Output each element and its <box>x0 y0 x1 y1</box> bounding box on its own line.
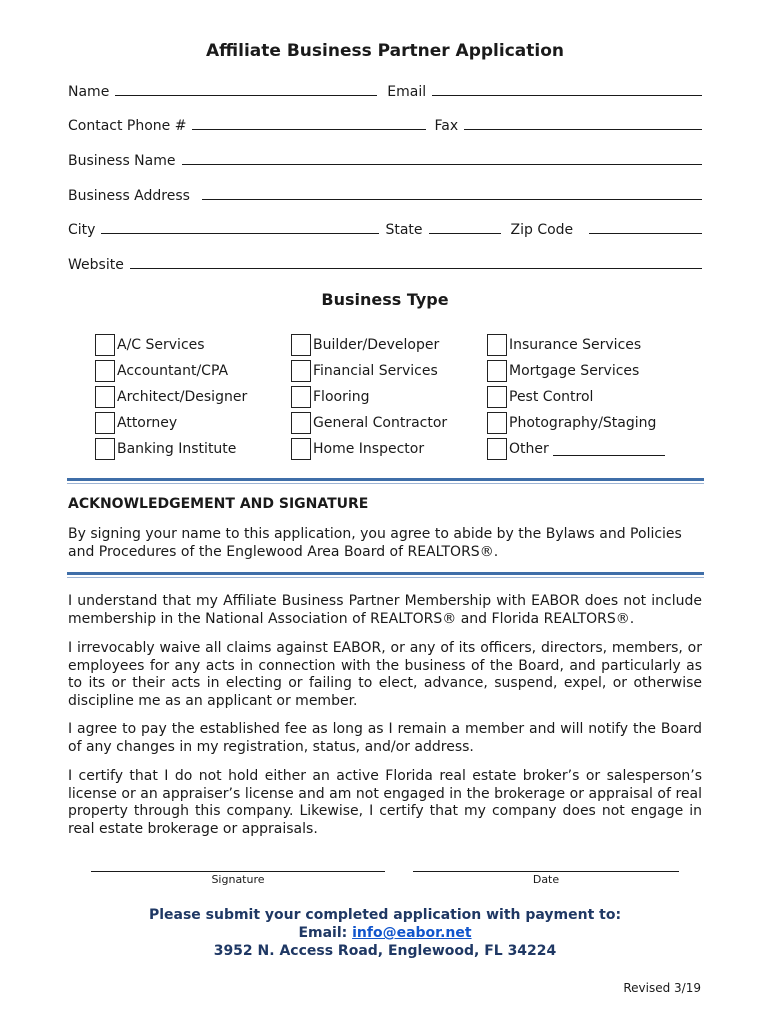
checkbox[interactable] <box>95 438 115 460</box>
business-name-row <box>68 149 702 169</box>
other-field[interactable] <box>553 443 665 456</box>
name-label: Name <box>68 84 110 100</box>
business-type-option[interactable]: Financial Services <box>291 359 438 383</box>
email-label: Email <box>387 84 427 100</box>
city-field[interactable] <box>101 233 379 234</box>
business-type-option[interactable]: A/C Services <box>95 333 205 357</box>
revision-note: Revised 3/19 <box>623 981 701 995</box>
business-type-option[interactable]: Builder/Developer <box>291 333 439 357</box>
page-title: Affiliate Business Partner Application <box>206 41 564 61</box>
business-type-option[interactable]: Home Inspector <box>291 437 424 461</box>
checkbox[interactable] <box>95 386 115 408</box>
checkbox[interactable] <box>95 334 115 356</box>
city-label: City <box>68 222 96 238</box>
checkbox[interactable] <box>291 360 311 382</box>
website-field[interactable] <box>130 268 702 269</box>
submit-instructions: Please submit your completed application with payment to: <box>148 907 622 923</box>
business-type-option[interactable]: Mortgage Services <box>487 359 639 383</box>
checkbox[interactable] <box>95 360 115 382</box>
checkbox[interactable] <box>291 334 311 356</box>
website-label: Website <box>68 257 124 273</box>
business-type-option[interactable]: Architect/Designer <box>95 385 247 409</box>
checkbox[interactable] <box>487 334 507 356</box>
contact-phone-label: Contact Phone # <box>68 118 187 134</box>
divider <box>67 483 704 484</box>
business-type-option[interactable]: Insurance Services <box>487 333 641 357</box>
business-type-option[interactable]: Photography/Staging <box>487 411 656 435</box>
email-field[interactable] <box>432 95 702 96</box>
checkbox[interactable] <box>291 412 311 434</box>
zip-code-label: Zip Code <box>510 222 574 238</box>
checkbox[interactable] <box>291 386 311 408</box>
checkbox[interactable] <box>487 412 507 434</box>
business-type-option[interactable]: Banking Institute <box>95 437 236 461</box>
divider <box>67 577 704 578</box>
business-type-option[interactable]: Attorney <box>95 411 177 435</box>
checkbox[interactable] <box>487 386 507 408</box>
city-state-zip-row <box>68 218 702 238</box>
business-name-field[interactable] <box>182 164 703 165</box>
business-type-option[interactable]: General Contractor <box>291 411 447 435</box>
membership-paragraph: I understand that my Affiliate Business Partner Membership with EABOR does not include membership in the National Association of REALTORS® and Florida REALTORS®. <box>68 593 702 627</box>
name-email-row <box>68 80 702 100</box>
waiver-paragraph: I irrevocably waive all claims against EABOR, or any of its officers, directors, members, or employees for any acts in connection with the business of the Board, and particularly as to its or their acts in electing or failing to elect, advance, suspend, expel, or otherwise discipline me as an applicant or member. <box>68 640 702 709</box>
name-field[interactable] <box>115 95 377 96</box>
fee-paragraph: I agree to pay the established fee as long as I remain a member and will notify the Board of any changes in my registration, status, and/or address. <box>68 721 702 755</box>
acknowledgement-heading: ACKNOWLEDGEMENT AND SIGNATURE <box>68 496 369 512</box>
business-address-label: Business Address <box>68 188 190 204</box>
business-name-label: Business Name <box>68 153 176 169</box>
business-address-field[interactable] <box>202 199 702 200</box>
checkbox[interactable] <box>291 438 311 460</box>
fax-field[interactable] <box>464 129 702 130</box>
email-link[interactable]: info@eabor.net <box>352 925 472 941</box>
state-label: State <box>385 222 423 238</box>
mailing-address: 3952 N. Access Road, Englewood, FL 34224 <box>213 943 557 959</box>
fax-label: Fax <box>434 118 459 134</box>
checkbox[interactable] <box>487 438 507 460</box>
business-type-heading: Business Type <box>321 290 449 309</box>
certification-paragraph: I certify that I do not hold either an active Florida real estate broker’s or salesperson’s license or an appraiser’s license and am not engaged in the brokerage or appraisal of real property through this company. Likewise, I certify that my company does not engage in real estate brokerage or appraisals. <box>68 768 702 837</box>
email-line <box>0 925 770 941</box>
zip-code-field[interactable] <box>589 233 702 234</box>
phone-fax-row <box>68 114 702 134</box>
contact-phone-field[interactable] <box>192 129 426 130</box>
date-field[interactable] <box>413 871 679 872</box>
date-label: Date <box>532 873 560 886</box>
signature-label: Signature <box>211 873 265 886</box>
business-type-option-other[interactable]: Other <box>487 437 665 461</box>
divider <box>67 572 704 575</box>
business-type-option[interactable]: Accountant/CPA <box>95 359 228 383</box>
business-type-option[interactable]: Flooring <box>291 385 369 409</box>
website-row <box>68 253 702 273</box>
email-label: Email: <box>298 925 348 941</box>
checkbox[interactable] <box>95 412 115 434</box>
business-type-option[interactable]: Pest Control <box>487 385 593 409</box>
acknowledgement-intro: By signing your name to this application, you agree to abide by the Bylaws and Policies and Procedures of the Englewood Area Board of REALTORS®. <box>68 526 682 560</box>
signature-field[interactable] <box>91 871 385 872</box>
checkbox[interactable] <box>487 360 507 382</box>
divider <box>67 478 704 481</box>
business-address-row <box>68 184 702 204</box>
state-field[interactable] <box>429 233 501 234</box>
